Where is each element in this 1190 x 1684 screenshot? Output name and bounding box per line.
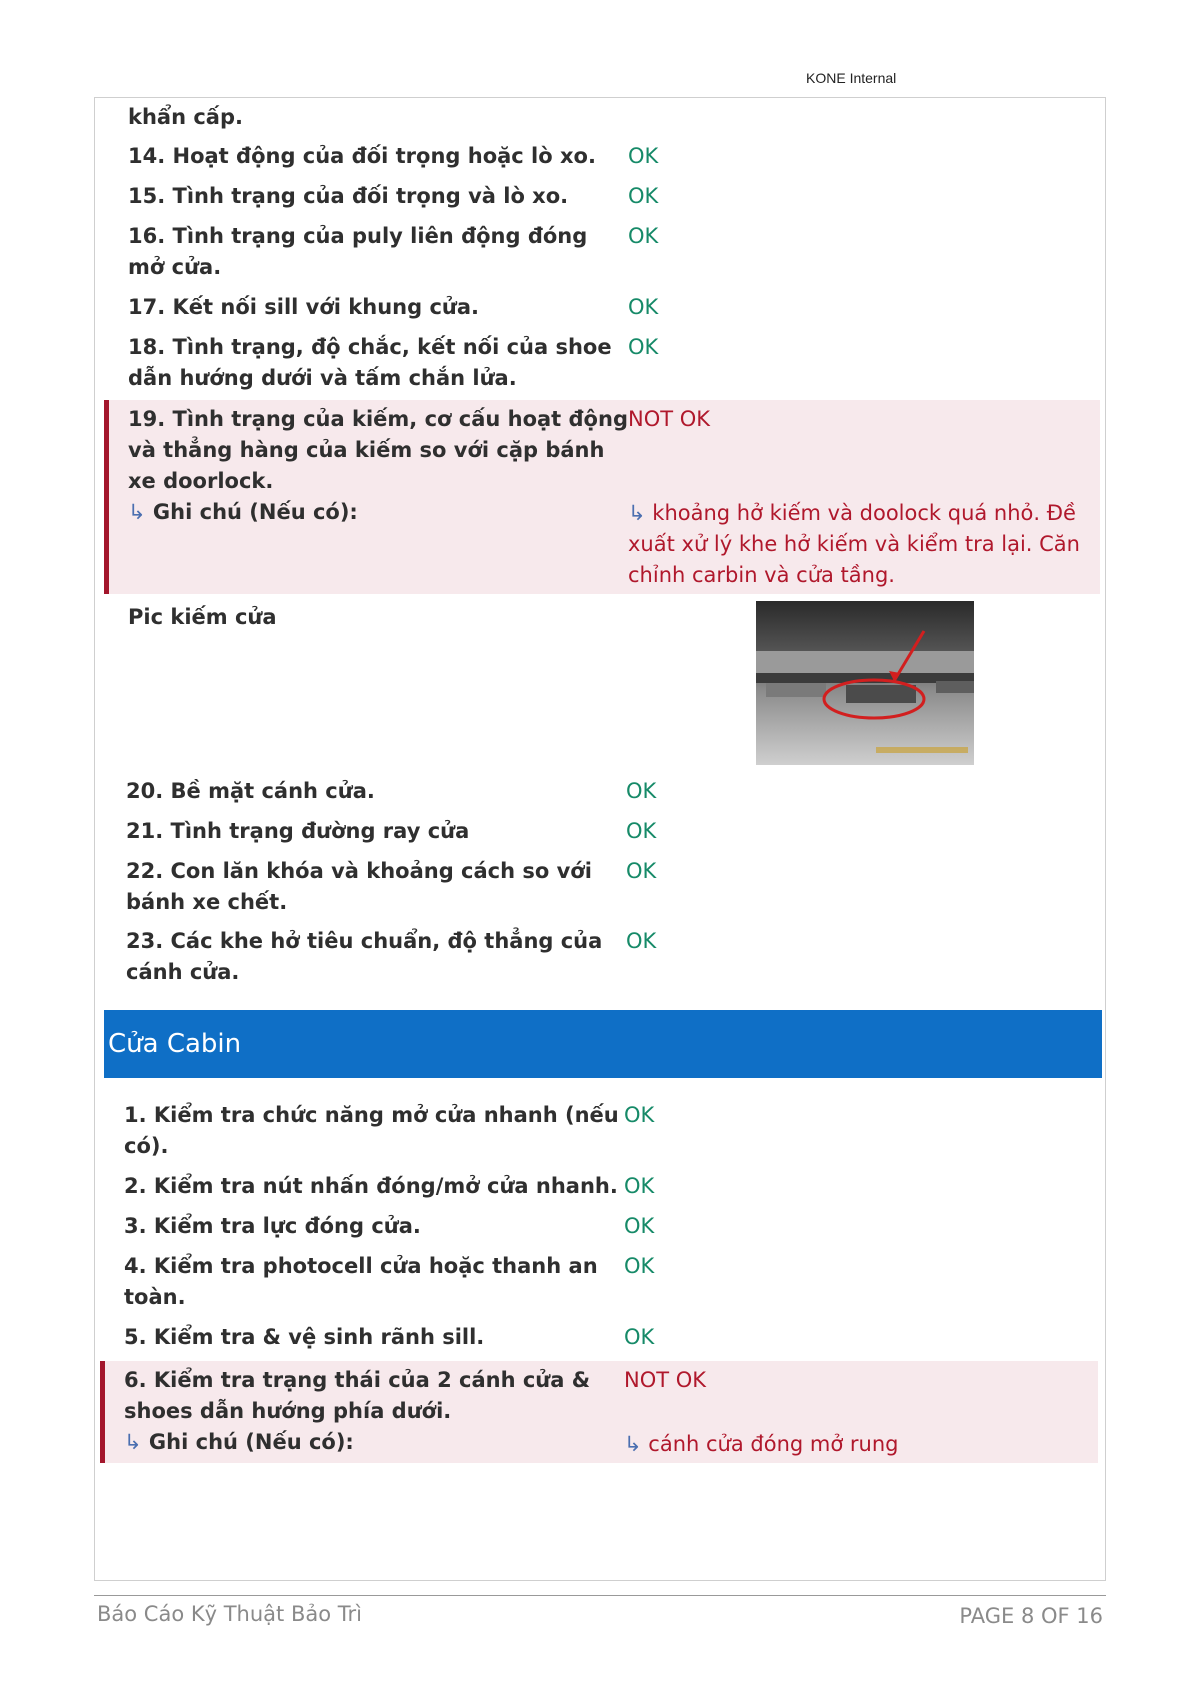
checklist-item	[102, 856, 1098, 920]
checklist-item	[100, 1251, 1096, 1315]
checklist-item	[102, 776, 1098, 810]
checklist-item	[104, 181, 1100, 215]
checklist-item	[104, 332, 1100, 396]
item-status: NOT OK	[628, 407, 711, 431]
item-question: 6. Kiểm tra trạng thái của 2 cánh cửa & shoes dẫn hướng phía dưới.	[124, 1368, 591, 1423]
item-status: OK	[624, 1103, 655, 1127]
note-label-wrap	[128, 497, 628, 528]
item-question: 19. Tình trạng của kiếm, cơ cấu hoạt động và thẳng hàng của kiếm so với cặp bánh xe doorlock.	[128, 407, 628, 493]
note-wrap	[624, 1429, 1094, 1460]
item-status: OK	[628, 144, 659, 168]
classification-label: KONE Internal	[806, 70, 897, 86]
item-status: OK	[626, 819, 657, 843]
picture-label: Pic kiếm cửa	[128, 605, 277, 629]
item-status: OK	[624, 1214, 655, 1238]
checklist-item-flagged	[104, 400, 1100, 594]
reply-arrow-icon: ↳	[628, 501, 646, 525]
item-question: 1. Kiểm tra chức năng mở cửa nhanh (nếu có).	[124, 1103, 619, 1158]
item-question: 18. Tình trạng, độ chắc, kết nối của shoe dẫn hướng dưới và tấm chắn lửa.	[128, 335, 612, 390]
note-text: cánh cửa đóng mở rung	[648, 1432, 899, 1456]
item-question: 15. Tình trạng của đối trọng và lò xo.	[128, 184, 569, 208]
checklist-item	[100, 1322, 1096, 1356]
section-header-cabin-door: Cửa Cabin	[104, 1010, 1102, 1078]
checklist-item	[100, 1171, 1096, 1205]
checklist-item	[104, 221, 1100, 285]
reply-arrow-icon: ↳	[128, 500, 146, 524]
reply-arrow-icon: ↳	[124, 1430, 142, 1454]
checklist-item	[104, 292, 1100, 326]
item-question: 3. Kiểm tra lực đóng cửa.	[124, 1214, 421, 1238]
item-question: 14. Hoạt động của đối trọng hoặc lò xo.	[128, 144, 596, 168]
checklist-item	[104, 102, 1100, 136]
item-status: OK	[626, 859, 657, 883]
door-lock-photo-image	[756, 601, 974, 765]
reply-arrow-icon: ↳	[624, 1432, 642, 1456]
item-question: 17. Kết nối sill với khung cửa.	[128, 295, 480, 319]
item-question: 2. Kiểm tra nút nhấn đóng/mở cửa nhanh.	[124, 1174, 618, 1198]
note-wrap	[628, 498, 1098, 591]
footer-page-number: PAGE 8 OF 16	[959, 1604, 1103, 1628]
checklist-item	[100, 1211, 1096, 1245]
checklist-item	[102, 926, 1098, 990]
note-label-wrap	[124, 1427, 624, 1458]
item-question: 22. Con lăn khóa và khoảng cách so với bánh xe chết.	[126, 859, 592, 914]
item-question: 4. Kiểm tra photocell cửa hoặc thanh an toàn.	[124, 1254, 598, 1309]
item-status: OK	[624, 1325, 655, 1349]
item-status: OK	[624, 1174, 655, 1198]
checklist-item-flagged	[100, 1361, 1098, 1463]
item-status: OK	[624, 1254, 655, 1278]
item-question: 21. Tình trạng đường ray cửa	[126, 819, 470, 843]
footer-report-title: Báo Cáo Kỹ Thuật Bảo Trì	[97, 1602, 362, 1626]
item-status: OK	[626, 779, 657, 803]
note-text: khoảng hở kiếm và doolock quá nhỏ. Đề xuất xử lý khe hở kiếm và kiểm tra lại. Căn chỉnh carbin và cửa tầng.	[628, 501, 1080, 587]
footer-divider	[94, 1595, 1106, 1596]
item-status: OK	[628, 224, 659, 248]
checklist-item	[100, 1100, 1096, 1164]
door-lock-photo	[756, 601, 974, 765]
item-question: 20. Bề mặt cánh cửa.	[126, 779, 375, 803]
checklist-item	[104, 141, 1100, 175]
item-question: 16. Tình trạng của puly liên động đóng mở cửa.	[128, 224, 588, 279]
item-status: OK	[628, 335, 659, 359]
note-label: Ghi chú (Nếu có):	[152, 500, 358, 524]
note-label: Ghi chú (Nếu có):	[148, 1430, 354, 1454]
item-question: 5. Kiểm tra & vệ sinh rãnh sill.	[124, 1325, 485, 1349]
item-status: OK	[626, 929, 657, 953]
item-question: khẩn cấp.	[128, 105, 243, 129]
checklist-item	[102, 816, 1098, 850]
item-question: 23. Các khe hở tiêu chuẩn, độ thẳng của cánh cửa.	[126, 929, 603, 984]
item-status: NOT OK	[624, 1368, 707, 1392]
item-status: OK	[628, 295, 659, 319]
item-status: OK	[628, 184, 659, 208]
